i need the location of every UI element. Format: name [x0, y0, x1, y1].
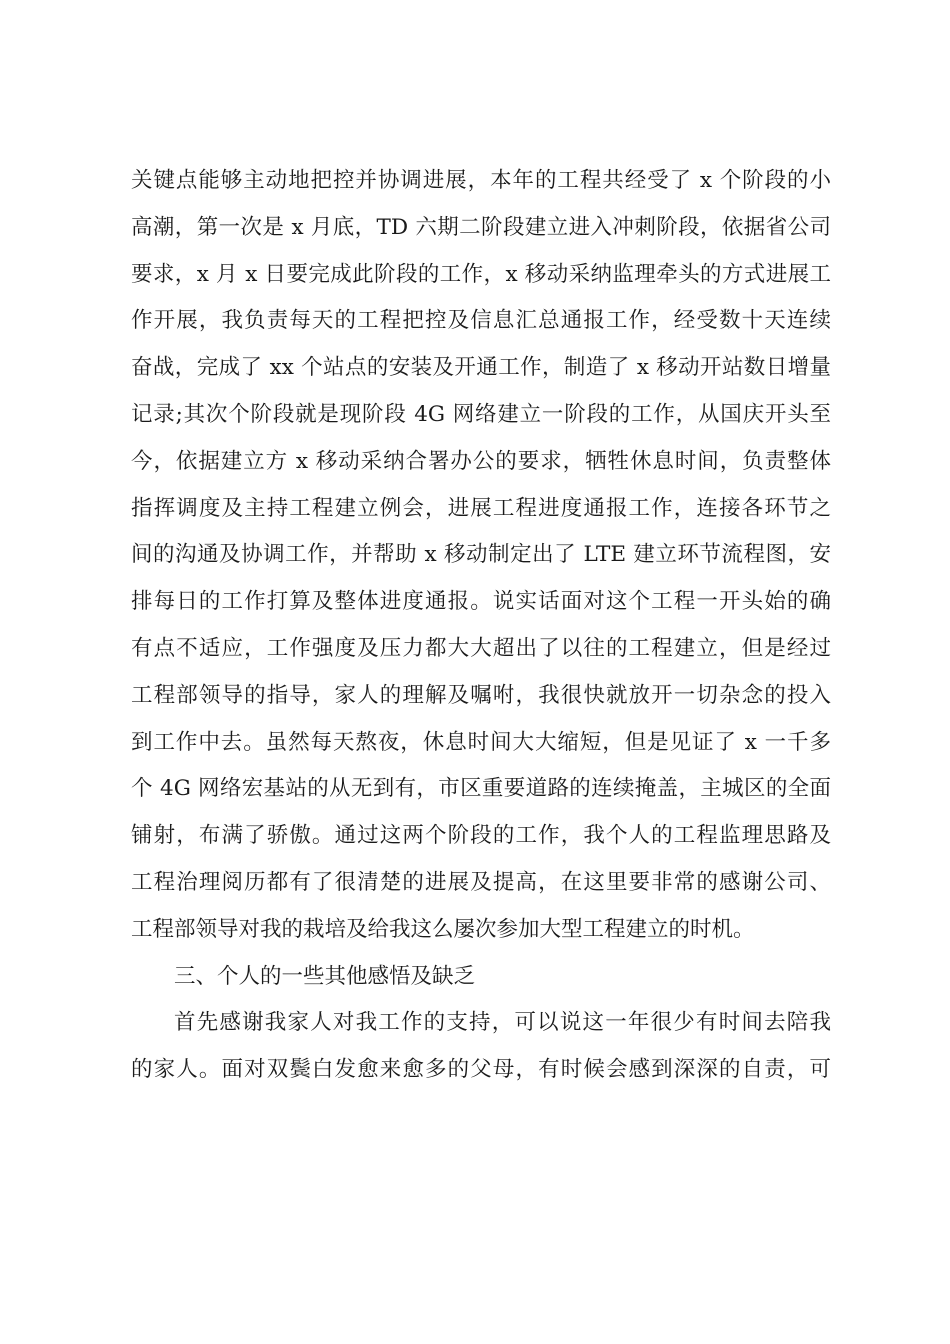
text-line: 今，依据建立方 x 移动采纳合署办公的要求，牺牲休息时间，负责整体 [131, 448, 831, 474]
text-line: 工程部领导的指导，家人的理解及嘱咐，我很快就放开一切杂念的投入 [131, 682, 831, 708]
text-line: 工程部领导对我的栽培及给我这么屡次参加大型工程建立的时机。 [131, 916, 755, 942]
text-line: 有点不适应，工作强度及压力都大大超出了以往的工程建立，但是经过 [131, 635, 831, 661]
body-text [131, 158, 831, 1094]
text-line: 关键点能够主动地把控并协调进展，本年的工程共经受了 x 个阶段的小 [131, 168, 831, 193]
text-line: 工程治理阅历都有了很清楚的进展及提高，在这里要非常的感谢公司、 [131, 869, 831, 895]
text-line: 到工作中去。虽然每天熬夜，休息时间大大缩短，但是见证了 x 一千多 [131, 729, 831, 755]
text-line: 要求，x 月 x 日要完成此阶段的工作，x 移动采纳监理牵头的方式进展工 [131, 261, 831, 287]
text-line: 排每日的工作打算及整体进度通报。说实话面对这个工程一开头始的确 [131, 589, 831, 615]
text-line: 指挥调度及主持工程建立例会，进展工程进度通报工作，连接各环节之 [131, 495, 831, 521]
text-line: 记录;其次个阶段就是现阶段 4G 网络建立一阶段的工作，从国庆开头至 [131, 401, 831, 427]
text-line: 间的沟通及协调工作，并帮助 x 移动制定出了 LTE 建立环节流程图，安 [131, 542, 831, 568]
text-line: 作开展，我负责每天的工程把控及信息汇总通报工作，经受数十天连续 [131, 308, 831, 334]
text-line: 的家人。面对双鬓白发愈来愈多的父母，有时候会感到深深的自责，可 [131, 1057, 831, 1083]
section-heading: 三、个人的一些其他感悟及缺乏 [174, 963, 476, 989]
text-line: 高潮，第一次是 x 月底，TD 六期二阶段建立进入冲刺阶段，依据省公司 [131, 214, 831, 240]
text-line: 铺射，布满了骄傲。通过这两个阶段的工作，我个人的工程监理思路及 [131, 823, 831, 849]
text-line: 首先感谢我家人对我工作的支持，可以说这一年很少有时间去陪我 [174, 1010, 831, 1036]
text-line: 个 4G 网络宏基站的从无到有，市区重要道路的连续掩盖，主城区的全面 [131, 776, 831, 802]
text-line: 奋战，完成了 xx 个站点的安装及开通工作，制造了 x 移动开站数日增量 [131, 355, 831, 381]
